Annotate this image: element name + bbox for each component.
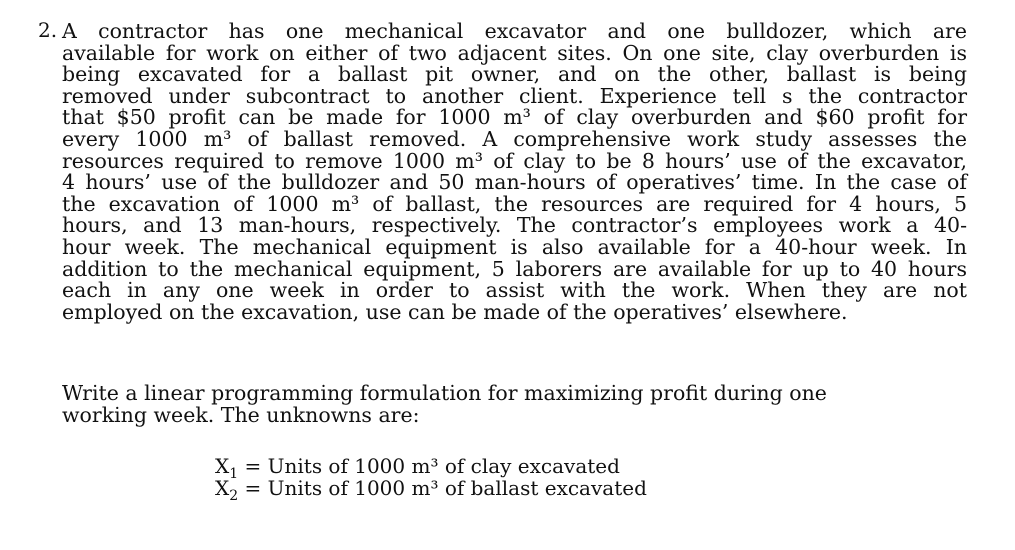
text-line: employed on the excavation, use can be made of the operatives’ elsewhere. <box>62 299 848 324</box>
text-line: resources required to remove 1000 m³ of clay to be 8 hours’ use of the excavator, <box>62 148 967 173</box>
text-line: every 1000 m³ of ballast removed. A comprehensive work study assesses the <box>62 126 967 151</box>
unknowns-list <box>215 454 647 504</box>
text-line: each in any one week in order to assist with the work. When they are not <box>62 278 967 303</box>
variable-subscript: 2 <box>229 488 239 504</box>
text-line: the excavation of 1000 m³ of ballast, the resources are required for 4 hours, 5 <box>62 191 967 216</box>
variable-definition: = Units of 1000 m³ of ballast excavated <box>238 476 647 500</box>
text-line: being excavated for a ballast pit owner, and on the other, ballast is being <box>62 62 967 87</box>
text-line: addition to the mechanical equipment, 5 laborers are available for up to 40 hours <box>62 256 967 281</box>
question-statement <box>62 383 967 426</box>
unknown-definition-x2 <box>215 476 647 504</box>
variable-subscript: 1 <box>229 466 239 482</box>
text-line: hour week. The mechanical equipment is also available for a 40-hour week. In <box>62 234 967 259</box>
unknown-definition-x1 <box>215 454 647 482</box>
variable-definition: = Units of 1000 m³ of clay excavated <box>238 454 620 478</box>
text-line: that $50 profit can be made for 1000 m³ of clay overburden and $60 profit for <box>62 105 967 130</box>
problem-statement <box>62 21 967 323</box>
variable-name: X <box>215 476 230 500</box>
variable-name: X <box>215 454 230 478</box>
problem-number: 2. <box>38 18 58 42</box>
text-line: available for work on either of two adjacent sites. On one site, clay overburden is <box>62 40 967 65</box>
text-line: Write a linear programming formulation for maximizing profit during one <box>62 381 827 405</box>
text-line: A contractor has one mechanical excavator and one bulldozer, which are <box>62 19 967 43</box>
text-line: removed under subcontract to another client. Experience tell s the contractor <box>62 83 967 108</box>
text-line: 4 hours’ use of the bulldozer and 50 man-hours of operatives’ time. In the case of <box>62 170 967 195</box>
text-line: hours, and 13 man-hours, respectively. The contractor’s employees work a 40- <box>62 213 967 238</box>
text-line: working week. The unknowns are: <box>62 402 420 427</box>
